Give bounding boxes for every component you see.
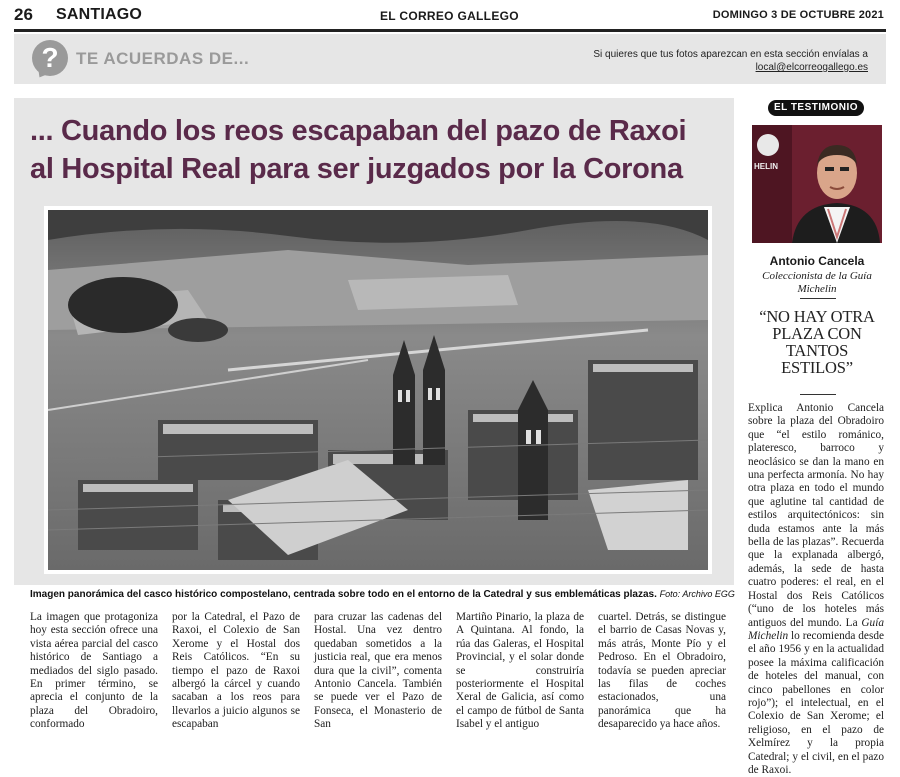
portrait-photo	[752, 125, 882, 243]
article-column-1: La imagen que protagoniza hoy esta sección ofrece una vista aérea parcial del casco histórico de Santiago a mediados del siglo pasado. En primer término, se aprecia el conjunto de la plaza del Obradoiro, conformado	[30, 611, 158, 731]
banner-email-link[interactable]: local@elcorreogallego.es	[755, 62, 868, 73]
svg-text:HELIN: HELIN	[754, 162, 778, 171]
article-column-5: cuartel. Detrás, se distingue el barrio de Casas Novas y, más atrás, Monte Pío y el Pedroso. En el Obradoiro, todavía se pueden apreciar las filas de coches estacionados, una panorámica que ha desaparecido ya hace años.	[598, 611, 726, 731]
header-rule	[14, 29, 886, 32]
photo-credit: Foto: Archivo EGG	[659, 589, 735, 599]
testimonio-body-part-1: Explica Antonio Cancela sobre la plaza del Obradoiro que “el estilo románico, plateresco, barroco y neoclásico se dan la mano en una perfecta armonía. No hay otra plaza en todo el mundo que aglutine tal cantidad de estilos arquitectónicos: sin duda estamos ante la más bella de las plazas”. Recuerda que la explanada albergó, además, la sede de hasta cuatro poderes: el real, en el Hostal dos Reis Católicos (“uno de los hoteles más antiguos del mundo. La	[748, 402, 884, 629]
aerial-photo	[44, 206, 712, 574]
article-box	[14, 98, 734, 585]
page-header	[0, 0, 900, 30]
article-headline	[30, 112, 720, 188]
testimonio-quote: “NO HAY OTRA PLAZA CON TANTOS ESTILOS”	[759, 307, 875, 377]
testimonio-name: Antonio Cancela	[769, 254, 865, 268]
headline-line-1: ... Cuando los reos escapaban del pazo de Raxoi	[30, 115, 687, 147]
article-column-3: para cruzar las cadenas del Hostal. Una vez dentro quedaban sometidos a la justicia real, que era menos dura que la civil”, comenta Antonio Cancela. También se puede ver el Pazo de Fonseca, el Monasterio de San	[314, 611, 442, 731]
portrait-image	[752, 125, 882, 243]
testimonio-badge: EL TESTIMONIO	[768, 100, 864, 116]
photo-caption	[30, 589, 735, 600]
headline-line-2: al Hospital Real para ser juzgados por la Corona	[30, 153, 683, 185]
issue-date: DOMINGO 3 DE OCTUBRE 2021	[712, 9, 884, 21]
quote-rule-bottom	[800, 394, 836, 395]
testimonio-role: Coleccionista de la Guía Michelin	[762, 270, 872, 295]
testimonio-body-italic: Guía Michelin	[748, 616, 884, 642]
aerial-photo-image	[48, 210, 708, 570]
banner-info	[593, 48, 868, 74]
section-banner	[14, 34, 886, 84]
testimonio-body	[748, 402, 884, 777]
article-column-2: por la Catedral, el Pazo de Raxoi, el Colexio de San Xerome y el Hostal dos Reis Católicos. “En su tiempo el pazo de Raxoi albergó la cárcel y cuando sacaban a los reos para llevarlos a juicio algunos se escapaban	[172, 611, 300, 731]
testimonio-body-part-2: lo recomienda desde el año 1956 y en la actualidad posee la máxima calificación de hoteles del manual, con cinco pabellones en color rojo”); el intelectual, en el Colexio de San Xerome; el religioso, en el pazo de Xelmírez y la propia Catedral; y el civil, en el pazo de Raxoi.	[748, 629, 884, 776]
question-bubble-icon: ?	[32, 40, 68, 76]
quote-rule-top	[800, 298, 836, 299]
banner-info-text: Si quieres que tus fotos aparezcan en esta sección envíalas a	[593, 49, 868, 60]
newspaper-name: EL CORREO GALLEGO	[380, 9, 519, 23]
section-name: SANTIAGO	[56, 6, 143, 23]
caption-text: Imagen panorámica del casco histórico compostelano, centrada sobre todo en el entorno de la Catedral y sus emblemáticas plazas.	[30, 589, 657, 600]
banner-title: TE ACUERDAS DE...	[76, 49, 250, 68]
article-column-4: Martiño Pinario, la plaza de A Quintana. Al fondo, la rúa das Galeras, el Hospital Provincial, y el solar donde se construiría posteriormente el Hospital Xeral de Galicia, así como el campo de fútbol de Santa Isabel y el antiguo	[456, 611, 584, 731]
page-number: 26	[14, 5, 33, 24]
